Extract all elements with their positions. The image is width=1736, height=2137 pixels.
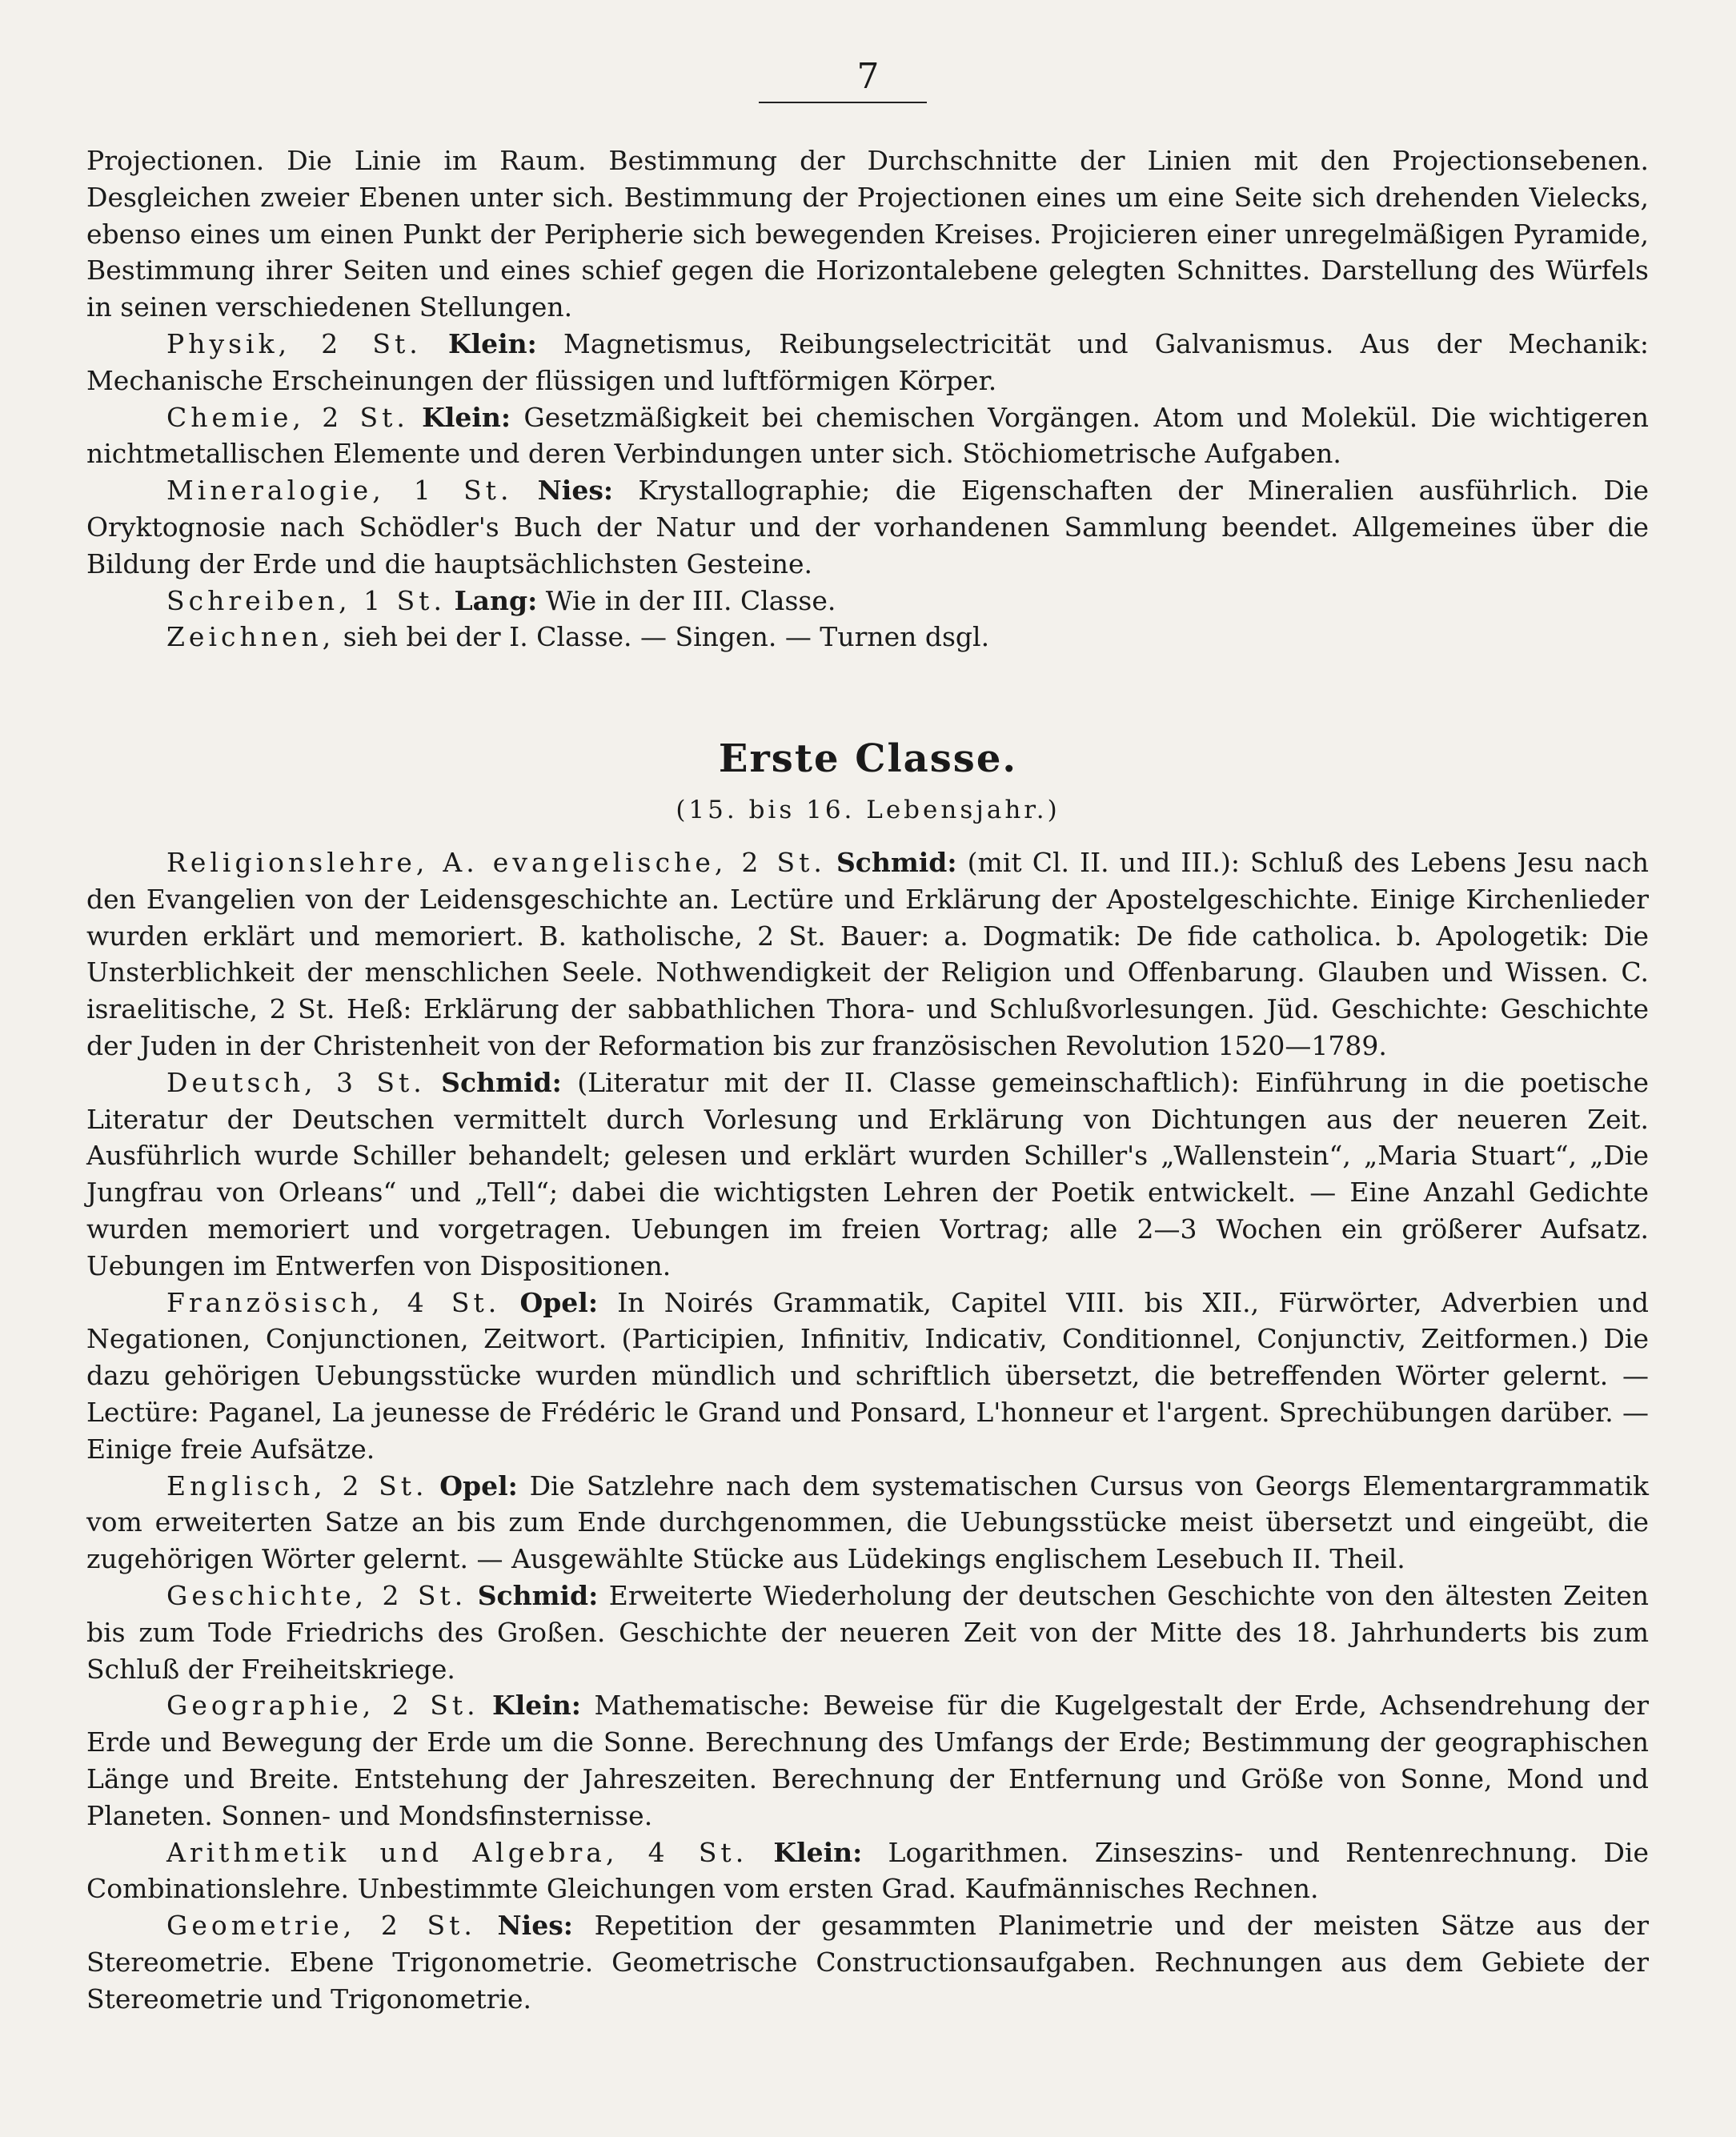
section-subtitle: (15. bis 16. Lebensjahr.)	[676, 796, 1060, 824]
teacher-name: Lang:	[454, 584, 538, 616]
paragraph-geometrie	[86, 1907, 1649, 2017]
subject-lead: Deutsch, 3 St.	[166, 1066, 426, 1098]
paragraph-geschichte	[86, 1578, 1649, 1687]
paragraph-text: (Literatur mit der II. Classe gemeinschaftlich): Einführung in die poetische Literatur der Deutschen vermittelt durch Vorlesung und Erklärung von Dichtungen aus der neueren Zeit. Ausführlich wurde Schiller behandelt; gelesen und erklärt wurden Schiller's „Wallenstein“, „Maria Stuart“, „Die Jungfrau von Orleans“ und „Tell“; dabei die wichtigsten Lehren der Poetik entwickelt. — Eine Anzahl Gedichte wurden memoriert und vorgetragen. Uebungen im freien Vortrag; alle 2—3 Wochen ein größerer Aufsatz. Uebungen im Entwerfen von Dispositionen.	[86, 1066, 1649, 1281]
subject-lead: Französisch, 4 St.	[166, 1286, 501, 1318]
teacher-name: Klein:	[422, 401, 511, 433]
teacher-name: Klein:	[492, 1690, 581, 1722]
paragraph-projectionen	[86, 142, 1649, 326]
teacher-name: Klein:	[447, 327, 537, 359]
subject-lead: Geometrie, 2 St.	[166, 1910, 476, 1942]
paragraph-physik	[86, 326, 1649, 399]
teacher-name: Klein:	[773, 1836, 863, 1868]
paragraph-text: In Noirés Grammatik, Capitel VIII. bis XII., Fürwörter, Adverbien und Negationen, Conjunctionen, Zeitwort. (Participien, Infinitiv, Indicativ, Conditionnel, Conjunctiv, Zeitformen.) Die dazu gehörigen Uebungsstücke wurden mündlich und schriftlich übersetzt, die betreffenden Wörter gelernt. — Lectüre: Paganel, La jeunesse de Frédéric le Grand und Ponsard, L'honneur et l'argent. Sprechübungen darüber. — Einige freie Aufsätze.	[86, 1286, 1649, 1465]
subject-lead: Geographie, 2 St.	[166, 1690, 479, 1722]
subject-lead: Schreiben, 1 St.	[166, 584, 446, 616]
paragraph-text: Logarithmen. Zinseszins- und Rentenrechnung. Die Combinationslehre. Unbestimmte Gleichungen vom ersten Grad. Kaufmännisches Rechnen.	[86, 1836, 1649, 1905]
paragraph-arithmetik	[86, 1834, 1649, 1908]
paragraph-zeichnen	[86, 619, 1649, 656]
page-number: 7	[856, 56, 880, 97]
paragraph-text: Mathematische: Beweise für die Kugelgestalt der Erde, Achsendrehung der Erde und Bewegung der Erde um die Sonne. Berechnung des Umfangs der Erde; Bestimmung der geographischen Länge und Breite. Entstehung der Jahreszeiten. Berechnung der Entfernung und Größe von Sonne, Mond und Planeten. Sonnen- und Mondsfinsternisse.	[86, 1690, 1649, 1831]
paragraph-text: Wie in der III. Classe.	[545, 584, 836, 616]
teacher-name: Nies:	[537, 475, 614, 507]
paragraph-franzoesisch	[86, 1285, 1649, 1468]
paragraph-schreiben	[86, 583, 1649, 619]
paragraph-religionslehre	[86, 844, 1649, 1064]
subject-lead: Zeichnen,	[166, 621, 335, 653]
teacher-name: Opel:	[519, 1286, 599, 1318]
top-text-block	[86, 142, 1649, 656]
subject-lead: Chemie, 2 St.	[166, 401, 409, 433]
subject-lead: Arithmetik und Algebra, 4 St.	[166, 1836, 748, 1868]
subject-lead: Mineralogie, 1 St.	[166, 475, 513, 507]
teacher-name: Schmid:	[477, 1579, 599, 1611]
subject-lead: Physik, 2 St.	[166, 327, 422, 359]
paragraph-englisch	[86, 1468, 1649, 1578]
main-text-block	[86, 844, 1649, 2018]
paragraph-text: Magnetismus, Reibungselectricität und Galvanismus. Aus der Mechanik: Mechanische Erscheinungen der flüssigen und luftförmigen Körper.	[86, 327, 1649, 396]
paragraph-mineralogie	[86, 472, 1649, 582]
teacher-name: Schmid:	[441, 1066, 562, 1098]
paragraph-text: Projectionen. Die Linie im Raum. Bestimmung der Durchschnitte der Linien mit den Projectionsebenen. Desgleichen zweier Ebenen unter sich. Bestimmung der Projectionen eines um eine Seite sich drehenden Vielecks, ebenso eines um einen Punkt der Peripherie sich bewegenden Kreises. Projicieren einer unregelmäßigen Pyramide, Bestimmung ihrer Seiten und eines schief gegen die Horizontalebene gelegten Schnittes. Darstellung des Würfels in seinen verschiedenen Stellungen.	[86, 145, 1649, 323]
paragraph-text: Erweiterte Wiederholung der deutschen Geschichte von den ältesten Zeiten bis zum Tode Friedrichs des Großen. Geschichte der neueren Zeit von der Mitte des 18. Jahrhunderts bis zum Schluß der Freiheitskriege.	[86, 1579, 1650, 1685]
paragraph-chemie	[86, 399, 1649, 473]
paragraph-geographie	[86, 1687, 1649, 1834]
teacher-name: Opel:	[439, 1469, 518, 1502]
page-number-rule	[759, 102, 927, 103]
paragraph-text: (mit Cl. II. und III.): Schluß des Lebens Jesu nach den Evangelien von der Leidensgeschichte an. Lectüre und Erklärung der Apostelgeschichte. Einige Kirchenlieder wurden erklärt und memoriert. B. katholische, 2 St. Bauer: a. Dogmatik: De fide catholica. b. Apologetik: Die Unsterblichkeit der menschlichen Seele. Nothwendigkeit der Religion und Offenbarung. Glauben und Wissen. C. israelitische, 2 St. Heß: Erklärung der sabbathlichen Thora- und Schlußvorlesungen. Jüd. Geschichte: Geschichte der Juden in der Christenheit von der Reformation bis zur französischen Revolution 1520—1789.	[86, 847, 1649, 1061]
paragraph-text: Gesetzmäßigkeit bei chemischen Vorgängen. Atom und Molekül. Die wichtigeren nichtmetallischen Elemente und deren Verbindungen unter sich. Stöchiometrische Aufgaben.	[86, 401, 1649, 470]
section-title: Erste Classe.	[718, 736, 1018, 781]
subject-lead: Geschichte, 2 St.	[166, 1579, 467, 1611]
subject-lead: Religionslehre, A. evangelische, 2 St.	[166, 847, 826, 878]
teacher-name: Schmid:	[836, 847, 957, 878]
paragraph-text: Krystallographie; die Eigenschaften der Mineralien ausführlich. Die Oryktognosie nach Schödler's Buch der Natur und der vorhandenen Sammlung beendet. Allgemeines über die Bildung der Erde und die hauptsächlichsten Gesteine.	[86, 475, 1650, 579]
paragraph-text: Die Satzlehre nach dem systematischen Cursus von Georgs Elementargrammatik vom erweiterten Satze an bis zum Ende durchgenommen, die Uebungsstücke meist übersetzt und eingeübt, die zugehörigen Wörter gelernt. — Ausgewählte Stücke aus Lüdekings englischem Lesebuch II. Theil.	[86, 1469, 1649, 1575]
teacher-name: Nies:	[497, 1910, 573, 1942]
subject-lead: Englisch, 2 St.	[166, 1469, 428, 1502]
paragraph-text: sieh bei der I. Classe. — Singen. — Turnen dsgl.	[343, 621, 990, 653]
paragraph-text: Repetition der gesammten Planimetrie und der meisten Sätze aus der Stereometrie. Ebene Trigonometrie. Geometrische Constructionsaufgaben. Rechnungen aus dem Gebiete der Stereometrie und Trigonometrie.	[86, 1910, 1649, 2015]
paragraph-deutsch	[86, 1064, 1649, 1285]
